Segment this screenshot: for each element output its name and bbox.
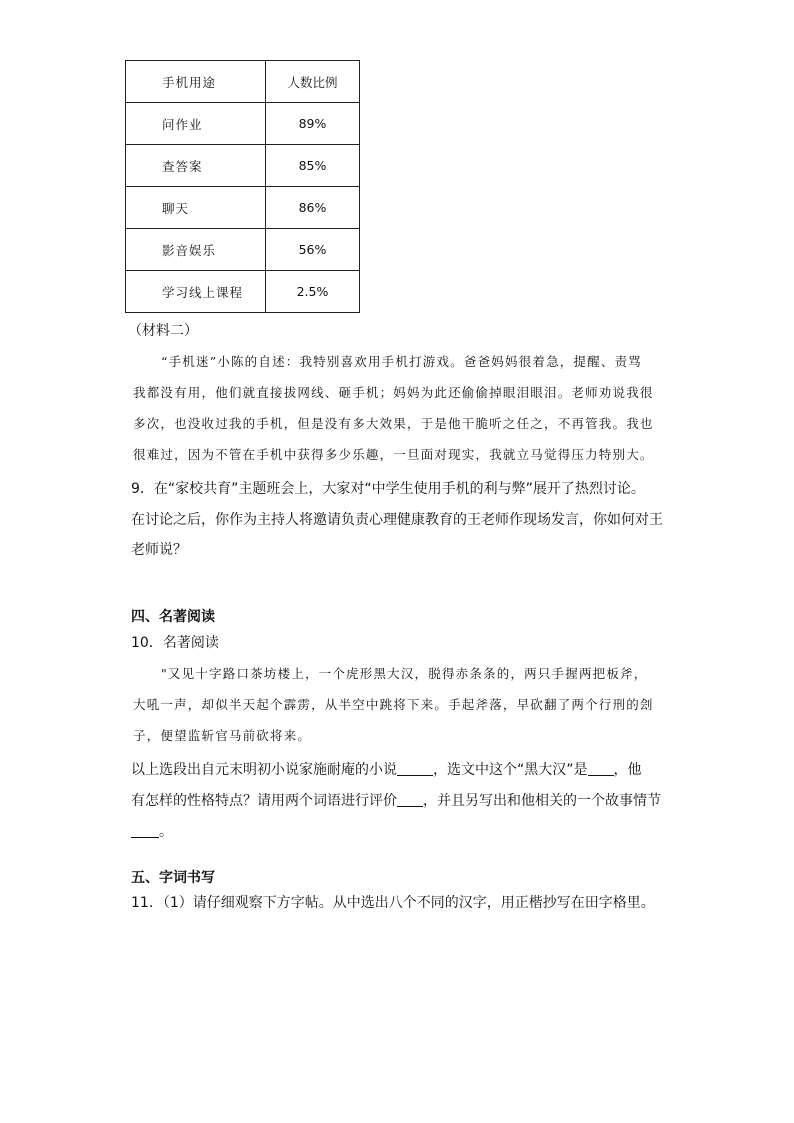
- table-header-cell: 人数比例: [266, 61, 360, 103]
- answer-blank[interactable]: [131, 823, 159, 838]
- q10-text: 以上选段出自元末明初小说家施耐庵的小说: [131, 762, 397, 778]
- material2-line: 多次，也没收过我的手机，但是没有多大效果，于是他干脆听之任之，不再管我。我也: [133, 416, 654, 431]
- q9-line: 在讨论之后，你作为主持人将邀请负责心理健康教育的王老师作现场发言，你如何对王: [131, 512, 663, 528]
- table-row: [126, 187, 360, 229]
- material2-line: 我都没有用，他们就直接拔网线、砸手机；妈妈为此还偷偷掉眼泪眼泪。老师劝说我很: [133, 385, 654, 400]
- excerpt-line: "又见十字路口茶坊楼上，一个虎形黑大汉，脱得赤条条的，两只手握两把板斧，: [161, 666, 648, 681]
- q10-text: ，并且另写出和他相关的一个故事情节: [423, 793, 661, 809]
- material2-line: “手机迷”小陈的自述：我特别喜欢用手机打游戏。爸爸妈妈很着急，提醒、责骂: [161, 354, 642, 369]
- section5-heading: 五、字词书写: [131, 870, 215, 886]
- q10-text: 。: [159, 824, 173, 840]
- table-row: [126, 229, 360, 271]
- table-row: [126, 103, 360, 145]
- q10-title: 10．名著阅读: [131, 635, 219, 651]
- material2-line: 很难过，因为不管在手机中获得多少乐趣，一旦面对现实，我就立马觉得压力特别大。: [133, 447, 654, 462]
- answer-blank[interactable]: [588, 761, 614, 776]
- table-cell: 问作业: [126, 103, 266, 145]
- section4-heading: 四、名著阅读: [131, 609, 215, 625]
- table-cell: 2.5%: [266, 271, 360, 313]
- q10-text: 有怎样的性格特点？请用两个词语进行评价: [131, 793, 397, 809]
- q10-text: ，他: [613, 762, 642, 778]
- table-cell: 聊天: [126, 187, 266, 229]
- table-header-row: [126, 61, 360, 103]
- table-cell: 查答案: [126, 145, 266, 187]
- table-header-cell: 手机用途: [126, 61, 266, 103]
- excerpt-line: 子，便望监斩官马前砍将来。: [133, 728, 312, 743]
- q10-question-line: [131, 759, 642, 779]
- q9-line: 老师说？: [131, 542, 187, 558]
- q10-question-line: [131, 790, 661, 810]
- table-cell: 学习线上课程: [126, 271, 266, 313]
- q10-text: ，选文中这个“黑大汉”是: [433, 762, 588, 778]
- material1-table: [125, 60, 360, 313]
- table-cell: 85%: [266, 145, 360, 187]
- table-cell: 影音娱乐: [126, 229, 266, 271]
- answer-blank[interactable]: [397, 761, 433, 776]
- table-cell: 56%: [266, 229, 360, 271]
- excerpt-line: 大吼一声，却似半天起个霹雳，从半空中跳将下来。手起斧落，早砍翻了两个行刑的刽: [133, 697, 654, 712]
- table-cell: 86%: [266, 187, 360, 229]
- table-cell: 89%: [266, 103, 360, 145]
- q10-question-line: [131, 821, 173, 841]
- q11-text: 11．（1）请仔细观察下方字帖。从中选出八个不同的汉字，用正楷抄写在田字格里。: [131, 895, 655, 911]
- table-row: [126, 271, 360, 313]
- answer-blank[interactable]: [397, 792, 423, 807]
- material2-label: （材料二）: [128, 323, 198, 339]
- table-row: [126, 145, 360, 187]
- q9-line: 9．在“家校共育”主题班会上，大家对“中学生使用手机的利与弊”展开了热烈讨论。: [131, 481, 645, 497]
